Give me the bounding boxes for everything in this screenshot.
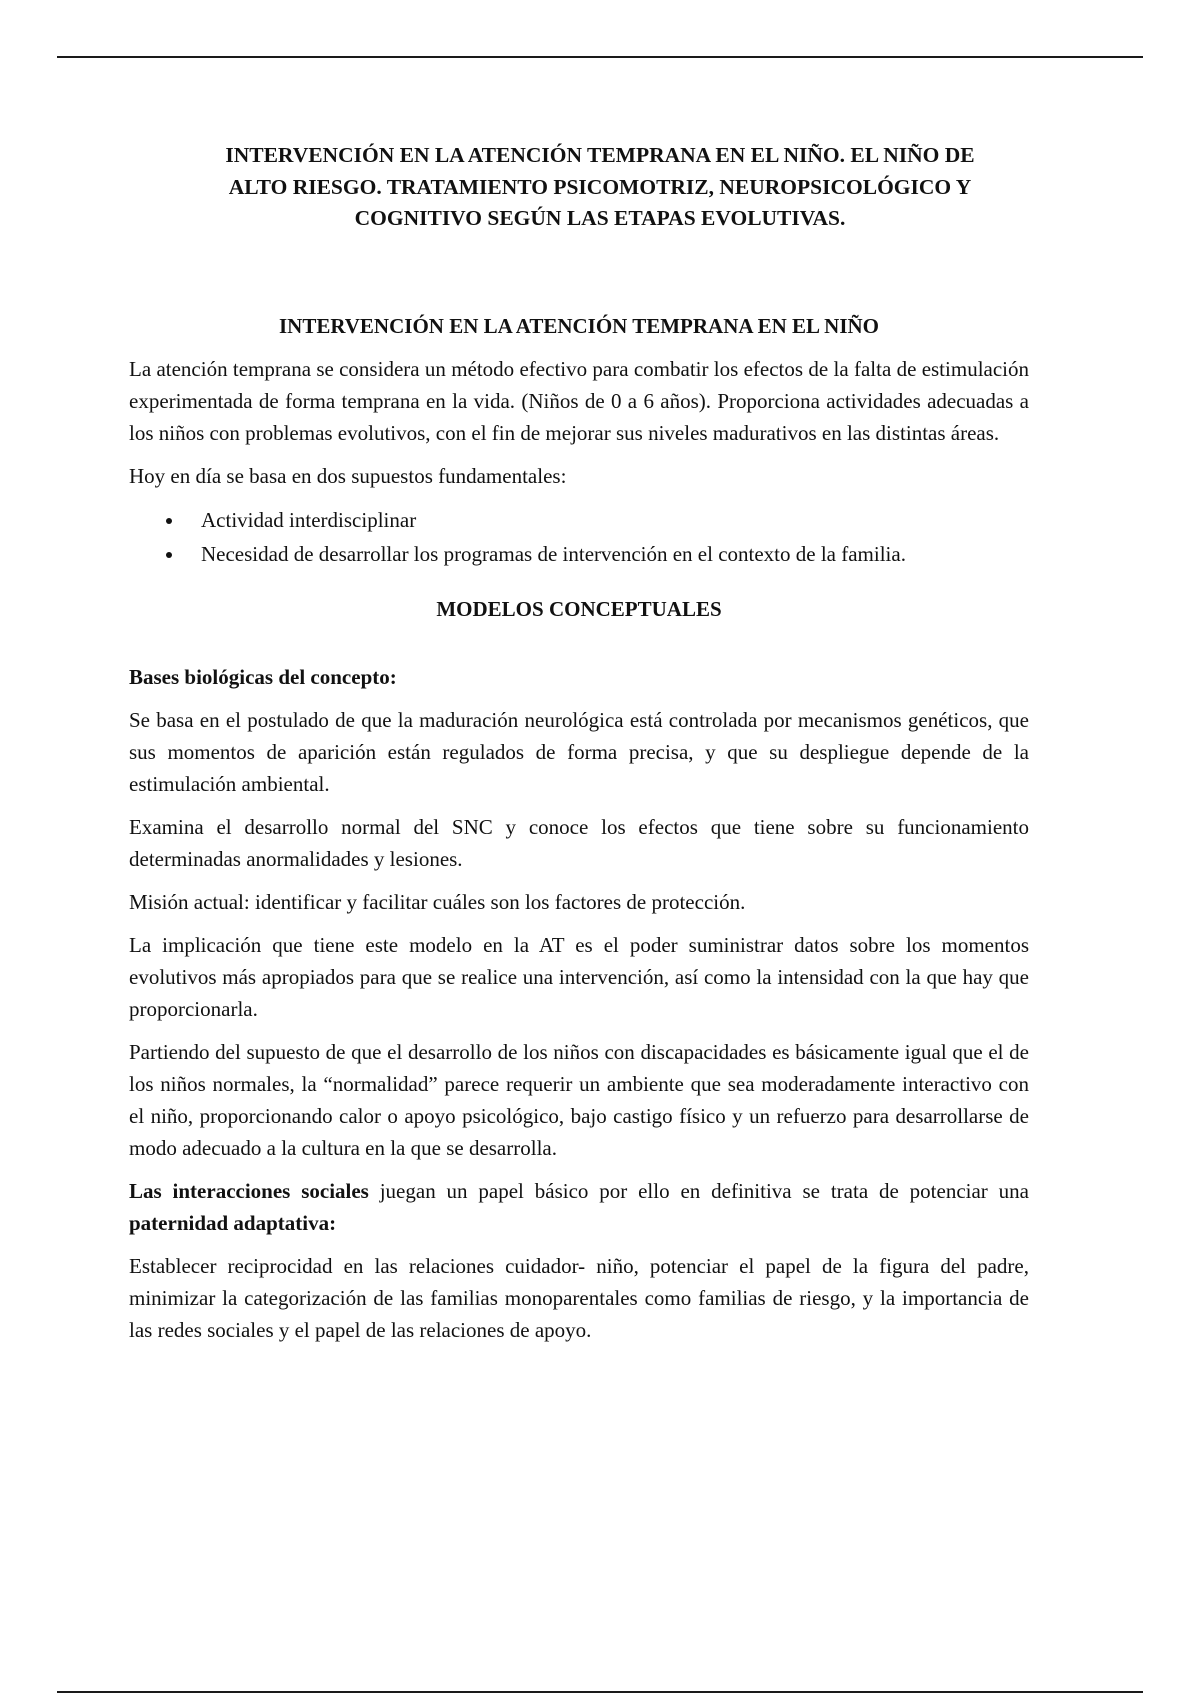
- top-rule: [57, 56, 1143, 58]
- paragraph-normalidad: Partiendo del supuesto de que el desarrollo de los niños con discapacidades es básicamente igual que el de los niños normales, la “normalidad” parece requerir un ambiente que sea moderadamente interactivo con el niño, proporcionando calor o apoyo psicológico, bajo castigo físico y un refuerzo para desarrollarse de modo adecuado a la cultura en la que se desarrolla.: [129, 1040, 1029, 1160]
- intro-paragraph: La atención temprana se considera un método efectivo para combatir los efectos de la falta de estimulación experimentada de forma temprana en la vida. (Niños de 0 a 6 años). Proporciona actividades adecuadas a los niños con problemas evolutivos, con el fin de mejorar sus niveles madurativos en las distintas áreas.: [129, 357, 1029, 445]
- paragraph-snc: Examina el desarrollo normal del SNC y conoce los efectos que tiene sobre su funcionamiento determinadas anormalidades y lesiones.: [129, 815, 1029, 871]
- list-item: [129, 537, 1029, 571]
- list-item-text: Actividad interdisciplinar: [201, 508, 417, 532]
- bullet-icon: [166, 552, 172, 558]
- paragraph-interacciones: [129, 1175, 1029, 1239]
- paragraph-implicacion: La implicación que tiene este modelo en la AT es el poder suministrar datos sobre los momentos evolutivos más apropiados para que se realice una intervención, así como la intensidad con la que hay que proporcionarla.: [129, 933, 1029, 1021]
- title-line-3: COGNITIVO SEGÚN LAS ETAPAS EVOLUTIVAS.: [354, 206, 846, 230]
- paragraph-reciprocidad: Establecer reciprocidad en las relaciones cuidador- niño, potenciar el papel de la figura del padre, minimizar la categorización de las familias monoparentales como familias de riesgo, y la importancia de las redes sociales y el papel de las relaciones de apoyo.: [129, 1254, 1029, 1342]
- title-line-1: INTERVENCIÓN EN LA ATENCIÓN TEMPRANA EN EL NIÑO. EL NIÑO DE: [225, 143, 975, 167]
- list-item: [129, 503, 1029, 537]
- title-line-2: ALTO RIESGO. TRATAMIENTO PSICOMOTRIZ, NEUROPSICOLÓGICO Y: [228, 174, 972, 199]
- section-heading-modelos: MODELOS CONCEPTUALES: [436, 597, 722, 621]
- list-item-text: Necesidad de desarrollar los programas de intervención en el contexto de la familia.: [201, 542, 906, 566]
- document-body: [129, 310, 1029, 1346]
- assumptions-lead: Hoy en día se basa en dos supuestos fundamentales:: [129, 464, 567, 488]
- paragraph-postulado: Se basa en el postulado de que la maduración neurológica está controlada por mecanismos genéticos, que sus momentos de aparición están regulados de forma precisa, y que su despliegue depende de la estimulación ambiental.: [129, 708, 1029, 796]
- paragraph-mision: Misión actual: identificar y facilitar cuáles son los factores de protección.: [129, 890, 746, 914]
- assumptions-list: [129, 503, 1029, 571]
- page-title: [150, 140, 1050, 235]
- interacciones-text: juegan un papel básico por ello en definitiva se trata de potenciar una: [368, 1179, 1029, 1203]
- bold-paternidad-adaptativa: paternidad adaptativa:: [129, 1211, 337, 1235]
- bottom-rule: [57, 1691, 1143, 1693]
- subheading-bases-biologicas: Bases biológicas del concepto:: [129, 665, 397, 689]
- bullet-icon: [166, 518, 172, 524]
- section-heading-intervencion: INTERVENCIÓN EN LA ATENCIÓN TEMPRANA EN EL NIÑO: [278, 314, 879, 338]
- bold-interacciones-sociales: Las interacciones sociales: [129, 1179, 369, 1203]
